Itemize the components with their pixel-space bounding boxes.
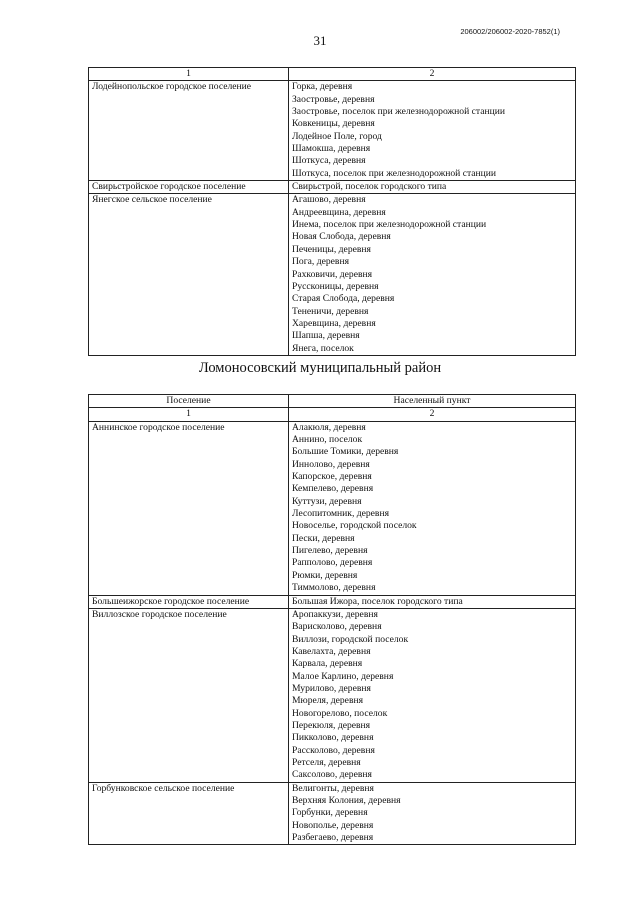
populated-place: Горбунки, деревня bbox=[292, 807, 368, 819]
populated-place: Варисколово, деревня bbox=[292, 621, 382, 633]
table-row bbox=[89, 181, 576, 194]
settlement-name: Аннинское городское поселение bbox=[89, 421, 289, 595]
populated-place: Заостровье, деревня bbox=[292, 93, 375, 105]
populated-place: Инема, поселок при железнодорожной станции bbox=[292, 219, 487, 231]
document-id: 206002/206002-2020-7852(1) bbox=[460, 27, 560, 36]
populated-place: Пикколово, деревня bbox=[292, 732, 374, 744]
populated-place: Аропаккузи, деревня bbox=[292, 608, 378, 620]
populated-place: Печеницы, деревня bbox=[292, 243, 371, 255]
header-populated-place: Населенный пункт bbox=[289, 395, 576, 408]
populated-place: Малое Карлино, деревня bbox=[292, 670, 394, 682]
column-number-cell: 1 bbox=[89, 68, 289, 81]
settlement-name: Янегское сельское поселение bbox=[89, 194, 289, 355]
column-number-cell: 2 bbox=[289, 408, 576, 421]
populated-place: Янега, поселок bbox=[292, 342, 354, 354]
populated-place: Пога, деревня bbox=[292, 256, 349, 268]
section-title: Ломоносовский муниципальный район bbox=[198, 360, 442, 376]
populated-place: Тиммолово, деревня bbox=[292, 582, 376, 594]
populated-place: Агашово, деревня bbox=[292, 194, 366, 206]
populated-places-cell bbox=[289, 608, 576, 782]
populated-place: Саксолово, деревня bbox=[292, 769, 372, 781]
table-row bbox=[89, 421, 576, 595]
populated-place: Свирьстрой, поселок городского типа bbox=[292, 181, 447, 193]
populated-place: Андреевщина, деревня bbox=[292, 206, 386, 218]
populated-place: Ковкеницы, деревня bbox=[292, 118, 375, 130]
column-number-cell: 2 bbox=[289, 68, 576, 81]
populated-places-cell bbox=[289, 81, 576, 181]
table-row bbox=[89, 194, 576, 355]
settlement-name: Свирьстройское городское поселение bbox=[89, 181, 289, 194]
populated-place: Большие Томики, деревня bbox=[292, 446, 399, 458]
populated-place: Верхняя Колония, деревня bbox=[292, 795, 401, 806]
populated-places-cell bbox=[289, 421, 576, 595]
column-number-row bbox=[89, 68, 576, 81]
column-number-row bbox=[89, 408, 576, 421]
settlements-table bbox=[88, 394, 576, 845]
populated-place: Рассколово, деревня bbox=[292, 744, 375, 756]
populated-place: Большая Ижора, поселок городского типа bbox=[292, 595, 463, 607]
populated-place: Пигелево, деревня bbox=[292, 545, 368, 557]
populated-place: Куттузи, деревня bbox=[292, 495, 362, 507]
populated-places-cell bbox=[289, 181, 576, 194]
table-row bbox=[89, 595, 576, 608]
table-row bbox=[89, 608, 576, 782]
settlement-name: Виллозское городское поселение bbox=[89, 608, 289, 782]
table2-body bbox=[89, 395, 576, 845]
page-number: 31 bbox=[313, 33, 327, 48]
settlement-name: Лодейнопольское городское поселение bbox=[89, 81, 289, 181]
populated-place: Разбегаево, деревня bbox=[292, 832, 374, 844]
populated-place: Тененичи, деревня bbox=[292, 305, 369, 317]
populated-place: Лодейное Поле, город bbox=[292, 130, 382, 142]
populated-place: Шоткуса, поселок при железнодорожной станции bbox=[292, 167, 497, 179]
populated-places-cell bbox=[289, 595, 576, 608]
header-settlement: Поселение bbox=[89, 395, 289, 408]
populated-place: Новая Слобода, деревня bbox=[292, 231, 391, 243]
table1-body bbox=[89, 68, 576, 356]
populated-place: Горка, деревня bbox=[292, 81, 353, 93]
populated-place: Руссконицы, деревня bbox=[292, 280, 379, 292]
populated-places-cell bbox=[289, 194, 576, 355]
settlements-table-continued bbox=[88, 67, 576, 356]
populated-place: Новогорелово, поселок bbox=[292, 707, 388, 719]
populated-place: Рапполово, деревня bbox=[292, 557, 373, 569]
settlement-name: Большеижорское городское поселение bbox=[89, 595, 289, 608]
populated-place: Кемпелево, деревня bbox=[292, 483, 374, 495]
populated-place: Велигонты, деревня bbox=[292, 782, 374, 794]
populated-place: Алакюля, деревня bbox=[292, 421, 366, 433]
populated-place: Перекюля, деревня bbox=[292, 719, 371, 731]
populated-place: Кавелахта, деревня bbox=[292, 645, 371, 657]
populated-places-cell bbox=[289, 782, 576, 845]
populated-place: Лесопитомник, деревня bbox=[292, 508, 390, 520]
populated-place: Мурилово, деревня bbox=[292, 682, 371, 694]
settlement-name: Горбунковское сельское поселение bbox=[89, 782, 289, 845]
populated-place: Шамокша, деревня bbox=[292, 143, 371, 155]
table-row bbox=[89, 81, 576, 181]
populated-place: Ретселя, деревня bbox=[292, 756, 361, 768]
populated-place: Харевщина, деревня bbox=[292, 317, 376, 329]
populated-place: Рюмки, деревня bbox=[292, 569, 358, 581]
populated-place: Аннино, поселок bbox=[292, 434, 363, 446]
populated-place: Рахковичи, деревня bbox=[292, 268, 373, 280]
populated-place: Шоткуса, деревня bbox=[292, 155, 366, 167]
populated-place: Старая Слобода, деревня bbox=[292, 293, 395, 305]
populated-place: Капорское, деревня bbox=[292, 471, 372, 483]
populated-place: Новополье, деревня bbox=[292, 819, 374, 831]
populated-place: Пески, деревня bbox=[292, 532, 355, 544]
populated-place: Виллози, городской поселок bbox=[292, 633, 409, 645]
populated-place: Шапша, деревня bbox=[292, 330, 360, 342]
populated-place: Иннолово, деревня bbox=[292, 458, 370, 470]
header-row bbox=[89, 395, 576, 408]
populated-place: Мюреля, деревня bbox=[292, 695, 364, 707]
populated-place: Карвала, деревня bbox=[292, 658, 363, 670]
table-row bbox=[89, 782, 576, 845]
populated-place: Заостровье, поселок при железнодорожной станции bbox=[292, 106, 505, 118]
populated-place: Новоселье, городской поселок bbox=[292, 520, 417, 532]
column-number-cell: 1 bbox=[89, 408, 289, 421]
